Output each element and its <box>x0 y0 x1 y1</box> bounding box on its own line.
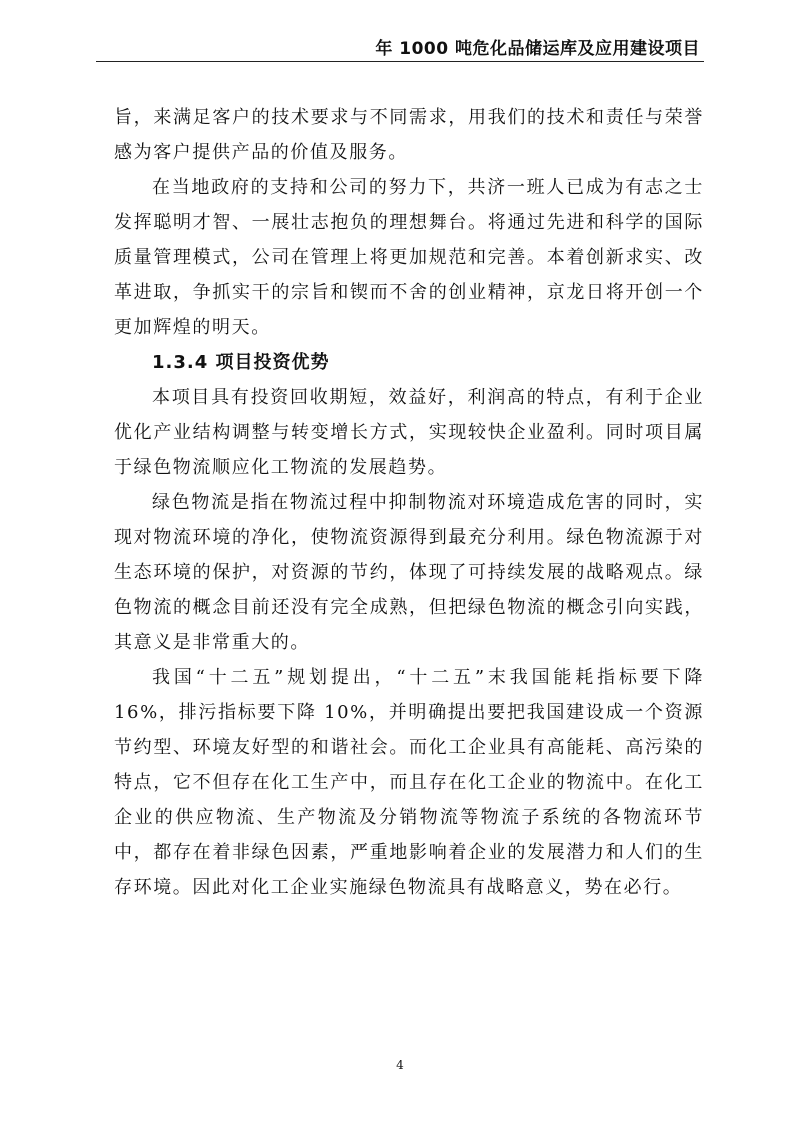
document-body <box>114 100 704 905</box>
paragraph-continued: 旨，来满足客户的技术要求与不同需求，用我们的技术和责任与荣誉感为客户提供产品的价值及服务。 <box>114 107 704 163</box>
paragraph-green-logistics: 绿色物流是指在物流过程中抑制物流对环境造成危害的同时，实现对物流环境的净化，使物流资源得到最充分利用。绿色物流源于对生态环境的保护，对资源的节约，体现了可持续发展的战略观点。绿色物流的概念目前还没有完全成熟，但把绿色物流的概念引向实践，其意义是非常重大的。 <box>114 492 704 653</box>
page-number: 4 <box>396 1058 404 1072</box>
paragraph-investment-advantage: 本项目具有投资回收期短，效益好，利润高的特点，有利于企业优化产业结构调整与转变增长方式，实现较快企业盈利。同时项目属于绿色物流顺应化工物流的发展趋势。 <box>114 387 704 478</box>
document-header-title: 年 1000 吨危化品储运库及应用建设项目 <box>375 39 700 59</box>
section-heading: 1.3.4 项目投资优势 <box>152 352 330 373</box>
header-divider <box>96 61 704 62</box>
paragraph-five-year-plan: 我国“十二五”规划提出，“十二五”末我国能耗指标要下降 16%，排污指标要下降 10%，并明确提出要把我国建设成一个资源节约型、环境友好型的和谐社会。而化工企业具有高能耗、高污染的特点，它不但存在化工生产中，而且存在化工企业的物流中。在化工企业的供应物流、生产物流及分销物流等物流子系统的各物流环节中，都存在着非绿色因素，严重地影响着企业的发展潜力和人们的生存环境。因此对化工企业实施绿色物流具有战略意义，势在必行。 <box>114 667 704 898</box>
paragraph-company-vision: 在当地政府的支持和公司的努力下，共济一班人已成为有志之士发挥聪明才智、一展壮志抱负的理想舞台。将通过先进和科学的国际质量管理模式，公司在管理上将更加规范和完善。本着创新求实、改革进取，争抓实干的宗旨和锲而不舍的创业精神，京龙日将开创一个更加辉煌的明天。 <box>114 177 704 338</box>
